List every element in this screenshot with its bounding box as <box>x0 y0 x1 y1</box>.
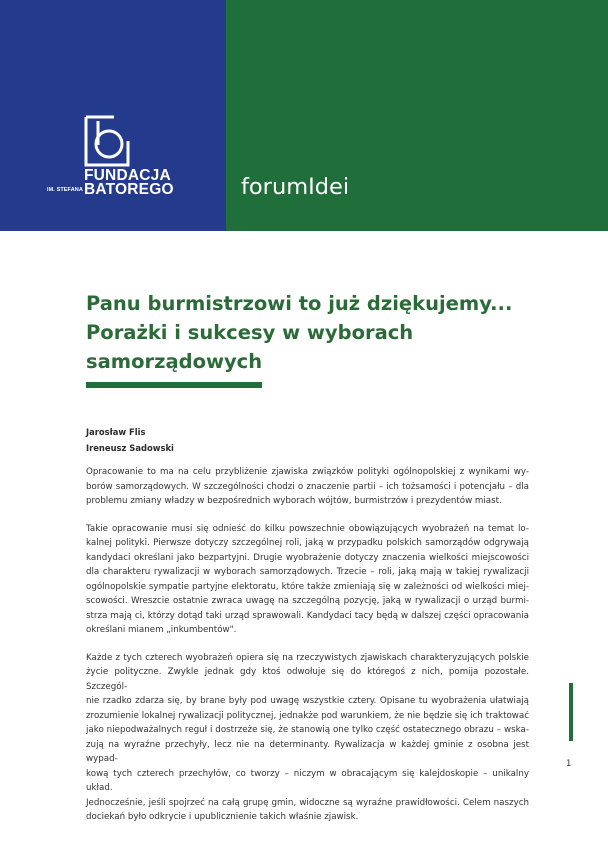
text-line: ogólnopolskie sympatie partyjne elektoratu, które także zmieniają się w zależności od wielkości miej- <box>86 581 529 592</box>
title-line: samorządowych <box>86 350 263 373</box>
text-line: nie rzadko zdarza się, by brane były pod uwagę wszystkie cztery. Opisane tu wyobrażenia ułatwiają <box>86 696 529 706</box>
text-line: życie polityczne. Zwykle jednak gdy ktoś odwołuje się do któregoś z nich, pomija pozostałe. Szczegól- <box>86 667 529 692</box>
text-line: Takie opracowanie musi się odnieść do kilku powszechnie obowiązujących wyobrażeń na temat lo- <box>86 523 529 534</box>
text-line: Opracowanie to ma na celu przybliżenie zjawiska związków polityki ogólnopolskiej z wynikami wy- <box>86 467 529 477</box>
paragraph <box>86 522 529 638</box>
text-line: dla charakteru rywalizacji w wyborach samorządowych. Trzecie – roli, jaką mają w takiej rywalizacji <box>86 567 529 577</box>
paragraph <box>86 651 529 825</box>
series-name: forumIdei <box>241 174 350 200</box>
text-line: kalnej polityki. Pierwsze dotyczy szczególnej roli, jaką w przypadku polskich samorządów odgrywają <box>86 538 529 548</box>
author-name: Jarosław Flis <box>86 427 146 437</box>
header-left-panel <box>0 0 226 231</box>
text-line: kandydaci określani jako bezpartyjni. Drugie wyobrażenie dotyczy znaczenia wielkości miejscowości <box>86 552 529 563</box>
title-underline <box>86 382 262 388</box>
title-line: Porażki i sukcesy w wyborach <box>86 321 414 344</box>
paragraph <box>86 465 529 509</box>
text-line: Każde z tych czterech wyobrażeń opiera się na rzeczywistych zjawiskach charakteryzujących polskie <box>86 652 529 663</box>
document-title <box>86 289 536 376</box>
text-line: dociekań było odkrycie i upublicznienie takich właśnie zjawisk. <box>86 812 359 822</box>
text-line: zrozumienie lokalnej rywalizacji politycznej, jednakże pod warunkiem, że nie będzie się ich traktować <box>86 710 529 721</box>
logo-small-text: IM. STEFANA <box>47 187 83 193</box>
author-name: Ireneusz Sadowski <box>86 443 174 453</box>
text-line: scowości. Wreszcie ostatnie zwraca uwagę na szczególną pozycję, jaką w rywalizacji o urząd burmi- <box>86 596 529 606</box>
logo-text-batorego: BATOREGO <box>84 181 174 198</box>
text-line: zują na wyraźne przechyły, lecz nie na determinanty. Rywalizacja w każdej gminie z osobna jest wypad- <box>86 739 529 764</box>
header-right-panel <box>226 0 608 231</box>
text-line: określani mianem „inkumbentów". <box>86 625 237 635</box>
foundation-logo-icon <box>84 115 130 167</box>
logo-text-fundacja: FUNDACJA <box>84 167 171 184</box>
title-line: Panu burmistrzowi to już dziękujemy... <box>86 292 513 315</box>
body-text <box>86 465 529 838</box>
authors <box>86 424 174 456</box>
text-line: borów samorządowych. W szczególności chodzi o znaczenie partii – ich tożsamości i potencjału – dla <box>86 481 529 492</box>
text-line: Jednocześnie, jeśli spojrzeć na całą grupę gmin, widoczne są wyraźne prawidłowości. Celem naszych <box>86 797 529 808</box>
text-line: kową tych czterech przechyłów, co tworzy – niczym w obracającym się kalejdoskopie – unikalny układ. <box>86 768 529 793</box>
text-line: jako niepodważalnych reguł i dostrzeże się, że stanowią one tylko część ostatecznego obrazu – wska- <box>86 725 529 735</box>
text-line: problemu zmiany władzy w bezpośrednich wyborach wójtów, burmistrzów i prezydentów miast. <box>86 496 502 506</box>
header-banner <box>0 0 608 231</box>
text-line: strza mają ci, którzy dotąd taki urząd sprawowali. Kandydaci tacy będą w dalszej części opracowania <box>86 610 529 621</box>
side-accent-bar <box>569 683 573 741</box>
page-number: 1 <box>566 759 572 769</box>
